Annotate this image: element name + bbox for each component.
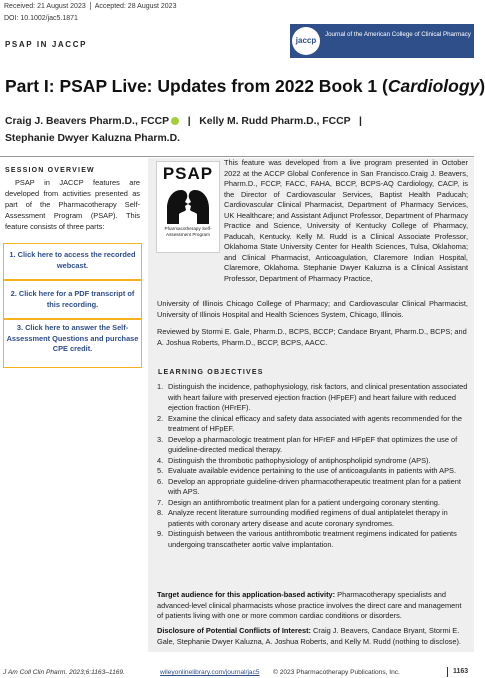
article-title [5, 76, 485, 97]
part-label: Click here to answer the Self-Assessment Questions and purchase CPE credit. [6, 323, 139, 354]
journal-url-link[interactable]: wileyonlinelibrary.com/journal/jac5 [160, 669, 260, 676]
target-audience [157, 590, 468, 622]
target-label: Target audience for this application-based activity: [157, 590, 336, 599]
item-text: Evaluate available evidence pertaining to the use of anticoagulants in patients with APS. [168, 466, 457, 476]
item-number: 8. [157, 508, 164, 518]
author-bios: This feature was developed from a live program presented in October 2022 at the ACCP Global Conference in San Francisco.Craig J. Beavers, Pharm.D., FCCP, FACC, FAHA, BCCP, BCPS-AQ Cardiology, CACP, is the Director of Cardiovascular Services, Baptist Health Paducah; Cardiovascular Clinical Pharmacist, Department of Pharmacy Services, UK Healthcare; and Assistant Adjunct Professor, Department of Pharmacy Practice and Science, University of Kentucky College of Pharmacy, Paducah, Kentucky. Kelly M. Rudd is a Clinical Associate Professor, Oklahoma State University Center for Health Sciences, Tulsa, Oklahoma; and Clinical Pharmacist, Anticoagulation, Claremore Indian Hospital, Claremore, Oklahoma. Stephanie Dwyer Kaluzna is a Clinical Assistant Professor, Department of Pharmacy Practice, [224, 158, 468, 283]
item-number: 7. [157, 497, 164, 507]
item-number: 5. [157, 466, 164, 476]
journal-name: Journal of the American College of Clinical Pharmacy [325, 31, 471, 38]
item-number: 9. [157, 529, 164, 539]
item-text: Distinguish the thrombotic pathophysiology of antiphospholipid syndrome (APS). [168, 455, 431, 465]
title-suffix: ) [479, 76, 485, 96]
journal-logo: jaccp [292, 27, 320, 55]
author-bios-continued: University of Illinois Chicago College of Pharmacy; and Cardiovascular Clinical Pharmacist, University of Illinois Hospital and Health Sciences System, Chicago, Illinois. [157, 299, 468, 319]
part-number: 2. [10, 289, 17, 298]
page-number: 1163 [453, 668, 469, 675]
conflict-disclosure [157, 626, 468, 647]
title-prefix: Part I: PSAP Live: Updates from 2022 Book 1 ( [5, 76, 388, 96]
list-item [157, 435, 470, 456]
author-list [5, 114, 470, 147]
list-item [157, 529, 470, 550]
item-number: 2. [157, 413, 164, 423]
item-text: Develop an appropriate guideline-driven pharmacotherapeutic treatment plan for a patient with APS. [168, 476, 461, 497]
part-label: Click here for a PDF transcript of this recording. [18, 289, 135, 309]
part-number: 1. [9, 250, 16, 259]
item-number: 4. [157, 455, 164, 465]
item-text: Analyze recent literature surrounding modified regimens of dual antiplatelet therapy in patients with coronary artery disease and acute coronary syndromes. [168, 508, 448, 528]
copyright: © 2023 Pharmacotherapy Publications, Inc. [273, 669, 400, 676]
overview-text: PSAP in JACCP features are developed from activities presented as part of the Pharmacotherapy Self-Assessment Program (PSAP). This feature consists of three parts: [5, 178, 140, 231]
part-number: 3. [16, 323, 23, 332]
article-dates [4, 2, 176, 10]
silhouette-icon [165, 184, 211, 224]
box-divider [4, 318, 141, 320]
box-divider [4, 279, 141, 281]
author-separator: | [187, 116, 191, 127]
list-item [157, 508, 470, 529]
title-italic: Cardiology [387, 76, 480, 96]
author-kaluzna[interactable]: Stephanie Dwyer Kaluzna Pharm.D. [5, 132, 180, 144]
divider [447, 667, 448, 677]
objectives-list [157, 382, 470, 550]
disclosure-text: Craig J. Beavers, Candace Bryant, Stormi E. Gale, Stephanie Dwyer Kaluzna, A. Joshua Roberts, and Kelly M. Rudd (nothing to disclose). [157, 626, 462, 646]
item-number: 6. [157, 476, 164, 486]
item-text: Develop a pharmacologic treatment plan for HFrEF and HFpEF that optimizes the use of guideline-directed medical therapy. [168, 434, 458, 455]
objectives-heading: LEARNING OBJECTIVES [158, 369, 264, 376]
doi[interactable]: DOI: 10.1002/jac5.1871 [4, 15, 78, 22]
list-item [157, 456, 470, 467]
section-tag: PSAP IN JACCP [5, 40, 88, 49]
item-number: 3. [157, 434, 164, 444]
list-item [157, 382, 470, 414]
item-text: Distinguish the incidence, pathophysiology, risk factors, and clinical presentation associated with heart failure with preserved ejection fraction (HFpEF) and heart failure with reduced ejection fraction (HFrEF). [168, 382, 468, 413]
target-text: Pharmacotherapy specialists and advanced-level clinical pharmacists whose practice involves the direct care and management of patients living with one or more common cardiac conditions or disorders. [157, 590, 462, 621]
part-questions-link[interactable] [4, 323, 141, 355]
orcid-icon[interactable] [171, 117, 179, 125]
overview-heading: SESSION OVERVIEW [5, 167, 95, 174]
psap-logo-word: PSAP [162, 164, 214, 183]
item-text: Examine the clinical efficacy and safety data associated with agents recommended for the treatment of HFpEF. [168, 413, 463, 434]
part-webcast-link[interactable] [4, 250, 141, 271]
psap-logo [156, 161, 220, 253]
list-item [157, 477, 470, 498]
reviewers: Reviewed by Stormi E. Gale, Pharm.D., BCPS, BCCP; Candace Bryant, Pharm.D., BCPS; and A. Joshua Roberts, Pharm.D., BCCP, BCPS, AACC. [157, 327, 467, 347]
part-transcript-link[interactable] [4, 289, 141, 310]
part-label: Click here to access the recorded webcast. [17, 250, 136, 270]
divider [90, 2, 91, 10]
author-beavers[interactable]: Craig J. Beavers Pharm.D., FCCP [5, 116, 170, 127]
list-item [157, 466, 470, 477]
psap-logo-subtitle: Pharmacotherapy Self-Assessment Program [164, 226, 212, 237]
item-text: Design an antithrombotic treatment plan for a patient undergoing coronary stenting. [168, 497, 440, 507]
accepted-date: Accepted: 28 August 2023 [94, 2, 177, 10]
author-separator: | [359, 116, 362, 127]
parts-box [3, 243, 142, 368]
list-item [157, 498, 470, 509]
list-item [157, 414, 470, 435]
item-number: 1. [157, 382, 164, 391]
author-rudd[interactable]: Kelly M. Rudd Pharm.D., FCCP [199, 116, 351, 127]
item-text: Distinguish between the various antithrombotic treatment regimens indicated for patients undergoing transcatheter aortic valve implantation. [168, 529, 457, 549]
citation: J Am Coll Clin Pharm. 2023;6:1163–1169. [3, 669, 125, 676]
disclosure-label: Disclosure of Potential Conflicts of Interest: [157, 626, 311, 635]
header-divider [0, 156, 474, 157]
received-date: Received: 21 August 2023 [4, 2, 86, 10]
